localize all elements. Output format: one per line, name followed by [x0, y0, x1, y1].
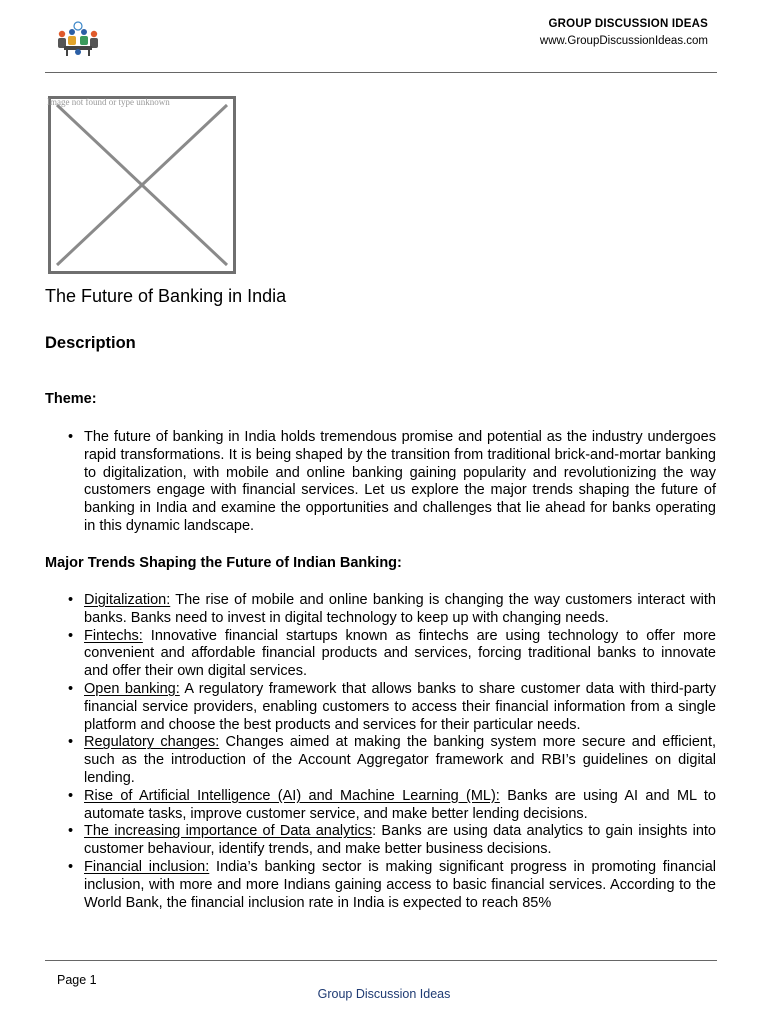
list-item: [66, 734, 716, 787]
site-name: GROUP DISCUSSION IDEAS: [548, 18, 708, 30]
description-heading: Description: [45, 334, 136, 352]
broken-image-placeholder: [48, 96, 236, 274]
bullet-icon: •: [68, 592, 74, 608]
trends-heading: Major Trends Shaping the Future of Indian Banking:: [45, 555, 402, 571]
header-divider: [45, 72, 717, 73]
trends-list: [66, 592, 716, 912]
page-number: Page 1: [57, 973, 97, 987]
trend-term: Digitalization:: [84, 592, 171, 608]
document-title: The Future of Banking in India: [45, 286, 287, 306]
theme-heading: Theme:: [45, 391, 97, 407]
trend-term: Rise of Artificial Intelligence (AI) and Machine Learning (ML):: [84, 787, 500, 804]
trend-text: : Banks are using data analytics to gain insights into customer behaviour, identify trends, and make better business decisions.: [84, 823, 716, 858]
image-alt-text: Image not found or type unknown: [47, 97, 170, 107]
list-item: [66, 592, 716, 628]
bullet-icon: •: [68, 823, 74, 840]
bullet-icon: •: [68, 627, 74, 644]
list-item: [66, 788, 716, 824]
trend-text: Changes aimed at making the banking system more secure and efficient, such as the introduction of the Account Aggregator framework and RBI’s guidelines on digital lending.: [84, 734, 716, 786]
bullet-icon: •: [68, 858, 74, 875]
bullet-icon: •: [68, 734, 74, 751]
trend-term: Regulatory changes:: [84, 734, 220, 751]
bullet-icon: •: [68, 787, 74, 804]
theme-text: The future of banking in India holds tremendous promise and potential as the industry undergoes rapid transformations. It is being shaped by the transition from traditional brick-and-mortar banking to digitalization, with mobile and online banking gaining popularity and revolutionizing the way customers engage with financial services. Let us explore the major trends shaping the future of banking in India and examine the opportunities and challenges that lie ahead for banks operating in this dynamic landscape.: [84, 429, 716, 534]
trend-term: Financial inclusion:: [84, 858, 210, 875]
trend-text: The rise of mobile and online banking is changing the way customers interact with banks. Banks need to invest in digital technology to keep up with changing needs.: [84, 592, 716, 626]
broken-image-icon: [51, 99, 233, 271]
trend-term: Fintechs:: [84, 627, 143, 644]
trend-term: Open banking:: [84, 680, 180, 697]
theme-list: [66, 429, 716, 536]
site-logo-icon[interactable]: [52, 20, 104, 60]
bullet-icon: •: [68, 429, 74, 445]
list-item: [66, 823, 716, 859]
footer-divider: [45, 960, 717, 961]
list-item: [66, 859, 716, 912]
trend-term: The increasing importance of Data analytics: [84, 823, 373, 840]
trend-text: India’s banking sector is making significant progress in promoting financial inclusion, with more and more Indians gaining access to basic financial services. According to the World Bank, the financial inclusion rate in India is expected to reach 85%: [84, 858, 716, 911]
trend-text: Innovative financial startups known as fintechs are using technology to offer more convenient and affordable financial products and services, forcing traditional banks to innovate and offer their own digital services.: [84, 627, 716, 680]
footer-site-link[interactable]: Group Discussion Ideas: [317, 987, 451, 1001]
list-item: [66, 681, 716, 734]
list-item: [66, 429, 716, 536]
list-item: [66, 628, 716, 681]
site-url-link[interactable]: www.GroupDiscussionIdeas.com: [539, 35, 708, 47]
bullet-icon: •: [68, 680, 74, 697]
trend-text: Banks are using AI and ML to automate tasks, improve customer service, and make better lending decisions.: [84, 787, 717, 822]
trend-text: A regulatory framework that allows banks to share customer data with third-party financial service providers, enabling customers to access their financial information from a single platform and choose the best products and services for their particular needs.: [84, 680, 716, 733]
